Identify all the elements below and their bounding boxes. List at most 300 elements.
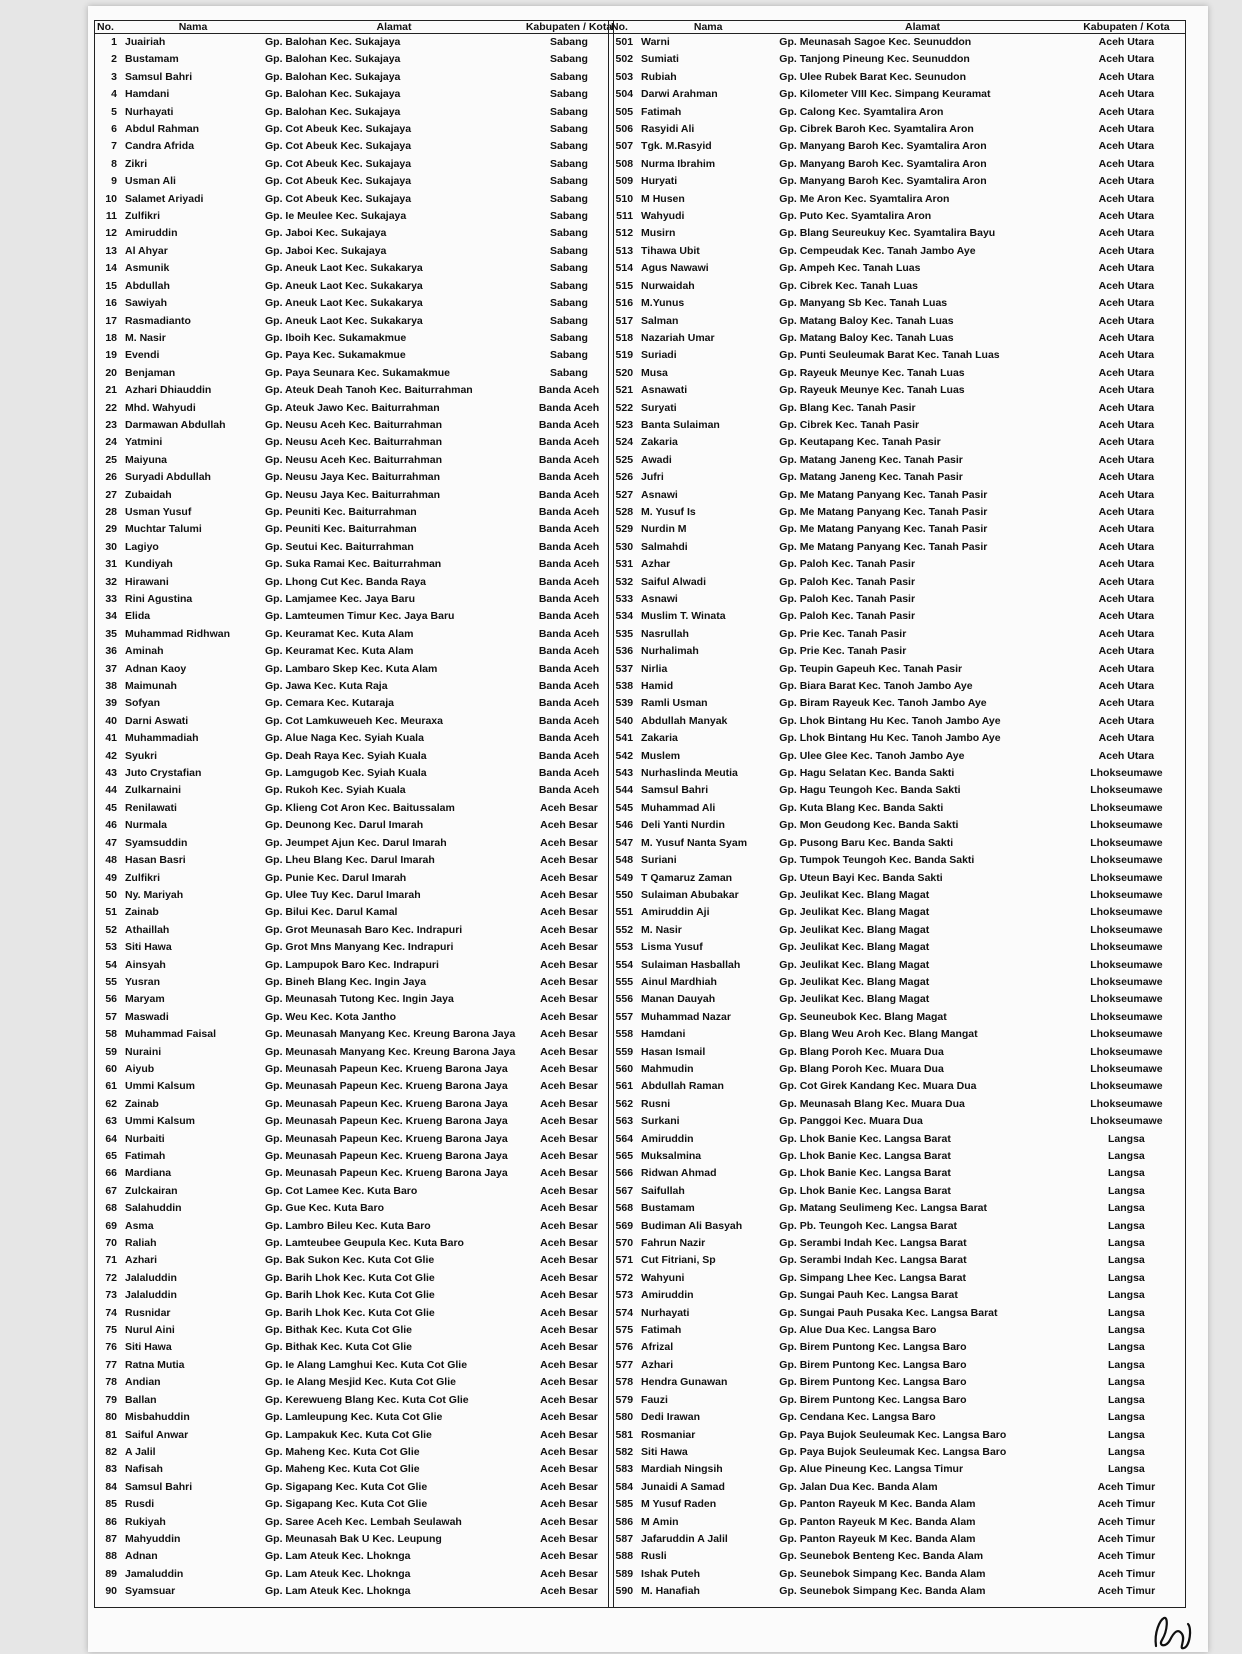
row-kabupaten: Aceh Utara	[1098, 471, 1155, 484]
table-row	[609, 1235, 1185, 1252]
row-kabupaten: Aceh Besar	[540, 1028, 598, 1041]
row-no: 57	[105, 1010, 117, 1023]
table-row	[95, 1374, 613, 1391]
row-no: 549	[615, 871, 634, 884]
row-nama: Renilawati	[125, 801, 177, 814]
row-alamat: Gp. Cot Abeuk Kec. Sukajaya	[265, 140, 412, 153]
row-alamat: Gp. Cempeudak Kec. Tanah Jambo Aye	[779, 244, 976, 257]
row-kabupaten: Lhokseumawe	[1090, 871, 1163, 884]
table-row	[95, 800, 613, 817]
row-alamat: Gp. Jeulikat Kec. Blang Magat	[779, 906, 930, 919]
row-alamat: Gp. Kerewueng Blang Kec. Kuta Cot Glie	[265, 1393, 469, 1406]
row-kabupaten: Aceh Besar	[540, 941, 598, 954]
row-kabupaten: Sabang	[550, 192, 588, 205]
row-kabupaten: Sabang	[550, 53, 588, 66]
row-no: 66	[105, 1167, 117, 1180]
row-alamat: Gp. Rayeuk Meunye Kec. Tanah Luas	[779, 384, 965, 397]
row-kabupaten: Aceh Besar	[540, 1167, 598, 1180]
row-no: 523	[615, 418, 634, 431]
row-nama: Darwi Arahman	[641, 88, 718, 101]
row-alamat: Gp. Blang Seureukuy Kec. Syamtalira Bayu	[779, 227, 996, 240]
row-alamat: Gp. Paloh Kec. Tanah Pasir	[779, 610, 916, 623]
row-alamat: Gp. Uteun Bayi Kec. Banda Sakti	[779, 871, 943, 884]
row-kabupaten: Aceh Utara	[1098, 279, 1155, 292]
col-header-no: No.	[609, 21, 639, 34]
row-alamat: Gp. Paloh Kec. Tanah Pasir	[779, 558, 916, 571]
row-no: 526	[615, 471, 634, 484]
row-no: 538	[615, 680, 634, 693]
table-row	[609, 1270, 1185, 1287]
row-no: 575	[615, 1324, 634, 1337]
table-row	[609, 678, 1185, 695]
row-no: 507	[615, 140, 634, 153]
table-row	[95, 661, 613, 678]
row-alamat: Gp. Birem Puntong Kec. Langsa Baro	[779, 1393, 967, 1406]
row-nama: M Husen	[641, 192, 685, 205]
row-alamat: Gp. Rukoh Kec. Syiah Kuala	[265, 784, 406, 797]
table-row	[95, 1409, 613, 1426]
row-kabupaten: Banda Aceh	[538, 523, 600, 536]
row-nama: Azhari	[641, 1358, 674, 1371]
table-row	[609, 852, 1185, 869]
row-nama: Andian	[125, 1376, 161, 1389]
row-kabupaten: Aceh Besar	[540, 1237, 598, 1250]
row-no: 539	[615, 697, 634, 710]
row-kabupaten: Aceh Besar	[540, 888, 598, 901]
row-no: 564	[615, 1132, 634, 1145]
row-no: 535	[615, 627, 634, 640]
row-kabupaten: Langsa	[1108, 1167, 1145, 1180]
row-kabupaten: Banda Aceh	[538, 558, 600, 571]
row-no: 19	[105, 349, 117, 362]
row-alamat: Gp. Jeulikat Kec. Blang Magat	[779, 958, 930, 971]
table-row	[95, 887, 613, 904]
table-row	[609, 713, 1185, 730]
table-row	[609, 782, 1185, 799]
table-row	[95, 1165, 613, 1182]
row-alamat: Gp. Lamteumen Timur Kec. Jaya Baru	[265, 610, 455, 623]
table-row	[95, 1183, 613, 1200]
left-recipient-table	[95, 21, 613, 1601]
row-alamat: Gp. Blang Weu Aroh Kec. Blang Mangat	[779, 1028, 978, 1041]
row-nama: M. Yusuf Is	[641, 505, 696, 518]
row-nama: Muhammad Ali	[641, 801, 716, 814]
row-no: 33	[105, 593, 117, 605]
row-no: 39	[105, 697, 117, 710]
row-kabupaten: Aceh Besar	[540, 1532, 598, 1545]
row-no: 16	[105, 297, 117, 310]
left-table-header	[95, 21, 613, 34]
row-no: 506	[615, 123, 634, 136]
row-kabupaten: Langsa	[1108, 1219, 1145, 1232]
table-row	[609, 765, 1185, 782]
row-kabupaten: Aceh Besar	[540, 1184, 598, 1197]
row-kabupaten: Aceh Besar	[540, 1445, 598, 1458]
row-no: 552	[615, 923, 634, 936]
row-nama: Nurhayati	[641, 1306, 690, 1319]
right-recipient-table	[609, 21, 1185, 1601]
row-no: 14	[105, 262, 117, 275]
row-alamat: Gp. Lamgugob Kec. Syiah Kuala	[265, 767, 427, 780]
row-kabupaten: Langsa	[1108, 1202, 1145, 1215]
row-alamat: Gp. Keutapang Kec. Tanah Pasir	[779, 436, 941, 449]
row-nama: Ummi Kalsum	[125, 1080, 196, 1093]
row-no: 82	[105, 1445, 117, 1458]
row-no: 89	[105, 1567, 117, 1580]
row-alamat: Gp. Peuniti Kec. Baiturrahman	[265, 505, 417, 518]
row-kabupaten: Sabang	[550, 262, 588, 275]
row-kabupaten: Lhokseumawe	[1090, 801, 1163, 814]
row-alamat: Gp. Weu Kec. Kota Jantho	[265, 1010, 397, 1023]
row-no: 34	[105, 610, 117, 623]
row-no: 518	[615, 331, 634, 344]
row-nama: Awadi	[641, 453, 672, 466]
row-nama: Jamaluddin	[125, 1567, 184, 1580]
row-alamat: Gp. Blang Poroh Kec. Muara Dua	[779, 1045, 944, 1058]
row-alamat: Gp. Suka Ramai Kec. Baiturrahman	[265, 558, 442, 571]
row-nama: Asnawati	[641, 384, 688, 397]
row-no: 550	[615, 888, 634, 901]
row-nama: Misbahuddin	[125, 1411, 190, 1424]
left-table-body	[95, 34, 613, 1601]
row-no: 585	[615, 1498, 634, 1511]
table-row	[95, 939, 613, 956]
row-alamat: Gp. Rayeuk Meunye Kec. Tanah Luas	[779, 366, 965, 379]
row-no: 25	[105, 453, 117, 466]
row-nama: Juto Crystafian	[125, 767, 202, 780]
row-alamat: Gp. Birem Puntong Kec. Langsa Baro	[779, 1358, 967, 1371]
table-row	[609, 452, 1185, 469]
row-no: 573	[615, 1289, 634, 1302]
row-nama: Zulfikri	[125, 871, 161, 884]
row-nama: Muslim T. Winata	[641, 610, 726, 623]
row-kabupaten: Aceh Utara	[1098, 697, 1155, 710]
row-kabupaten: Aceh Utara	[1098, 488, 1155, 501]
row-no: 584	[615, 1480, 634, 1493]
row-alamat: Gp. Gue Kec. Kuta Baro	[265, 1202, 385, 1215]
row-alamat: Gp. Manyang Sb Kec. Tanah Luas	[779, 297, 948, 310]
row-nama: Nurbaiti	[125, 1132, 165, 1145]
row-no: 522	[615, 401, 634, 414]
right-table-body	[609, 34, 1185, 1601]
row-alamat: Gp. Biara Barat Kec. Tanoh Jambo Aye	[779, 680, 973, 693]
table-row	[95, 1113, 613, 1130]
row-nama: Abdullah Raman	[641, 1080, 724, 1093]
table-row	[609, 34, 1185, 52]
row-alamat: Gp. Meunasah Papeun Kec. Krueng Barona Jaya	[265, 1062, 508, 1075]
row-kabupaten: Aceh Utara	[1098, 105, 1155, 118]
row-kabupaten: Langsa	[1108, 1289, 1145, 1302]
row-kabupaten: Langsa	[1108, 1358, 1145, 1371]
row-kabupaten: Aceh Utara	[1098, 70, 1155, 83]
row-no: 576	[615, 1341, 634, 1354]
row-nama: Suryadi Abdullah	[125, 471, 211, 484]
table-row	[609, 51, 1185, 68]
row-no: 29	[105, 523, 117, 536]
row-no: 560	[615, 1062, 634, 1075]
row-nama: Nurma Ibrahim	[641, 157, 716, 170]
row-kabupaten: Lhokseumawe	[1090, 1062, 1163, 1075]
table-row	[609, 104, 1185, 121]
row-kabupaten: Aceh Besar	[540, 1080, 598, 1093]
row-kabupaten: Aceh Timur	[1097, 1480, 1156, 1493]
row-kabupaten: Aceh Utara	[1098, 349, 1155, 362]
row-alamat: Gp. Simpang Lhee Kec. Langsa Barat	[779, 1271, 966, 1284]
col-header-kabupaten: Kabupaten / Kota	[1068, 21, 1185, 34]
row-nama: Asnawi	[641, 488, 678, 501]
row-no: 64	[105, 1132, 117, 1145]
row-nama: Asma	[125, 1219, 154, 1232]
row-no: 74	[105, 1306, 117, 1319]
row-no: 30	[105, 540, 117, 553]
row-kabupaten: Banda Aceh	[538, 749, 600, 762]
right-table-header	[609, 21, 1185, 34]
row-alamat: Gp. Neusu Jaya Kec. Baiturrahman	[265, 471, 441, 484]
row-nama: Azhari Dhiauddin	[125, 384, 212, 397]
table-row	[95, 434, 613, 451]
row-no: 67	[105, 1184, 117, 1197]
row-no: 23	[105, 418, 117, 431]
row-kabupaten: Lhokseumawe	[1090, 854, 1163, 867]
table-row	[609, 156, 1185, 173]
row-kabupaten: Banda Aceh	[538, 418, 600, 431]
table-row	[609, 1183, 1185, 1200]
row-nama: Aiyub	[125, 1062, 155, 1075]
row-no: 532	[615, 575, 634, 588]
row-kabupaten: Aceh Utara	[1098, 558, 1155, 571]
row-no: 78	[105, 1376, 117, 1389]
row-alamat: Gp. Alue Pineung Kec. Langsa Timur	[779, 1463, 964, 1476]
row-kabupaten: Banda Aceh	[538, 540, 600, 553]
row-nama: Muhammad Faisal	[125, 1028, 217, 1041]
table-row	[95, 1061, 613, 1078]
row-no: 511	[616, 210, 634, 223]
table-row	[95, 260, 613, 277]
table-row	[609, 69, 1185, 86]
row-kabupaten: Lhokseumawe	[1090, 1010, 1163, 1023]
row-kabupaten: Aceh Besar	[540, 1376, 598, 1389]
row-no: 515	[615, 279, 634, 292]
table-row	[609, 1514, 1185, 1531]
row-nama: Mahmudin	[641, 1062, 694, 1075]
row-alamat: Gp. Ateuk Jawo Kec. Baiturrahman	[265, 401, 440, 414]
row-no: 65	[105, 1150, 117, 1162]
table-row	[609, 661, 1185, 678]
row-alamat: Gp. Me Matang Panyang Kec. Tanah Pasir	[779, 523, 988, 536]
row-alamat: Gp. Barih Lhok Kec. Kuta Cot Glie	[265, 1306, 435, 1319]
row-no: 544	[615, 784, 634, 797]
col-header-nama: Nama	[123, 21, 263, 34]
row-alamat: Gp. Matang Seulimeng Kec. Langsa Barat	[779, 1202, 987, 1215]
row-nama: Jafaruddin A Jalil	[641, 1532, 728, 1545]
row-kabupaten: Sabang	[550, 227, 588, 240]
row-alamat: Gp. Paya Bujok Seuleumak Kec. Langsa Baro	[779, 1428, 1007, 1441]
row-kabupaten: Aceh Utara	[1098, 575, 1155, 588]
row-kabupaten: Aceh Besar	[540, 854, 598, 867]
row-kabupaten: Langsa	[1108, 1184, 1145, 1197]
col-header-alamat: Alamat	[777, 21, 1068, 34]
table-row	[95, 957, 613, 974]
row-kabupaten: Aceh Utara	[1098, 157, 1155, 170]
handwritten-signature	[1148, 1610, 1208, 1654]
row-nama: Mhd. Wahyudi	[125, 401, 196, 414]
row-nama: Suriadi	[641, 349, 677, 362]
row-alamat: Gp. Grot Meunasah Baro Kec. Indrapuri	[265, 923, 463, 936]
table-row	[95, 1200, 613, 1217]
row-nama: Zulckairan	[125, 1184, 178, 1197]
row-nama: Maryam	[125, 993, 165, 1006]
table-row	[95, 382, 613, 399]
table-row	[95, 225, 613, 242]
row-nama: M. Nasir	[641, 923, 682, 936]
row-alamat: Gp. Sigapang Kec. Kuta Cot Glie	[265, 1480, 428, 1493]
table-row	[95, 138, 613, 155]
row-kabupaten: Aceh Besar	[540, 1324, 598, 1337]
row-kabupaten: Sabang	[550, 88, 588, 101]
row-kabupaten: Lhokseumawe	[1090, 1045, 1163, 1058]
row-no: 545	[615, 801, 634, 814]
row-nama: Agus Nawawi	[641, 262, 709, 275]
row-no: 528	[615, 505, 634, 518]
row-nama: Muhammad Nazar	[641, 1010, 731, 1023]
row-nama: Usman Yusuf	[125, 505, 192, 518]
row-nama: Abdul Rahman	[125, 123, 200, 136]
row-alamat: Gp. Mon Geudong Kec. Banda Sakti	[779, 819, 959, 832]
row-no: 574	[615, 1306, 634, 1319]
row-nama: Maswadi	[125, 1010, 169, 1023]
table-row	[95, 974, 613, 991]
table-row	[95, 487, 613, 504]
row-nama: Abdullah	[125, 279, 170, 292]
row-kabupaten: Sabang	[550, 105, 588, 118]
row-no: 49	[105, 871, 117, 884]
row-nama: M. Nasir	[125, 331, 166, 344]
row-alamat: Gp. Jeulikat Kec. Blang Magat	[779, 993, 930, 1006]
row-no: 86	[105, 1515, 117, 1528]
row-kabupaten: Aceh Besar	[540, 801, 598, 814]
row-no: 68	[105, 1202, 117, 1215]
row-alamat: Gp. Bithak Kec. Kuta Cot Glie	[265, 1341, 413, 1354]
row-no: 77	[105, 1358, 117, 1371]
row-alamat: Gp. Punie Kec. Darul Imarah	[265, 871, 407, 884]
row-nama: Ramli Usman	[641, 697, 708, 710]
row-no: 553	[615, 941, 634, 954]
row-kabupaten: Aceh Besar	[540, 1358, 598, 1371]
table-row	[95, 1322, 613, 1339]
row-no: 8	[111, 157, 117, 170]
table-row	[95, 1044, 613, 1061]
row-nama: Mardiana	[125, 1167, 172, 1180]
row-no: 71	[105, 1254, 117, 1267]
table-row	[609, 417, 1185, 434]
table-row	[609, 1339, 1185, 1356]
row-no: 562	[615, 1097, 634, 1110]
row-kabupaten: Aceh Utara	[1098, 140, 1155, 153]
table-row	[609, 1078, 1185, 1095]
row-no: 48	[105, 854, 117, 867]
row-nama: Saifullah	[641, 1184, 685, 1197]
row-no: 45	[105, 801, 117, 814]
row-kabupaten: Aceh Utara	[1098, 714, 1155, 727]
row-nama: Rusli	[641, 1550, 667, 1563]
row-alamat: Gp. Seunebok Simpang Kec. Banda Alam	[779, 1567, 986, 1580]
row-nama: M Yusuf Raden	[641, 1498, 717, 1511]
row-kabupaten: Lhokseumawe	[1090, 888, 1163, 901]
row-alamat: Gp. Maheng Kec. Kuta Cot Glie	[265, 1463, 420, 1476]
table-row	[609, 191, 1185, 208]
row-alamat: Gp. Birem Puntong Kec. Langsa Baro	[779, 1376, 967, 1389]
row-no: 54	[105, 958, 117, 971]
row-kabupaten: Langsa	[1108, 1324, 1145, 1337]
row-nama: Sawiyah	[125, 297, 168, 310]
col-header-no: No.	[95, 21, 123, 34]
row-kabupaten: Sabang	[550, 210, 588, 223]
row-nama: Nurdin M	[641, 523, 687, 536]
row-kabupaten: Aceh Utara	[1098, 645, 1155, 658]
row-kabupaten: Banda Aceh	[538, 505, 600, 518]
row-no: 555	[615, 975, 634, 988]
row-no: 88	[105, 1550, 117, 1563]
row-alamat: Gp. Cibrek Kec. Tanah Pasir	[779, 418, 920, 431]
row-kabupaten: Sabang	[550, 314, 588, 327]
row-nama: Zulfikri	[125, 210, 161, 223]
row-alamat: Gp. Ampeh Kec. Tanah Luas	[779, 262, 921, 275]
row-alamat: Gp. Meunasah Manyang Kec. Kreung Barona Jaya	[265, 1045, 516, 1058]
row-nama: Manan Dauyah	[641, 993, 716, 1006]
row-no: 541	[615, 732, 634, 745]
row-kabupaten: Banda Aceh	[538, 384, 600, 397]
row-kabupaten: Aceh Utara	[1098, 366, 1155, 379]
row-kabupaten: Aceh Utara	[1098, 88, 1155, 101]
table-row	[609, 504, 1185, 521]
table-row	[95, 730, 613, 747]
row-no: 579	[615, 1393, 634, 1406]
table-row	[95, 765, 613, 782]
table-row	[95, 1496, 613, 1513]
row-kabupaten: Aceh Besar	[540, 1341, 598, 1354]
row-kabupaten: Sabang	[550, 123, 588, 136]
row-alamat: Gp. Paya Bujok Seuleumak Kec. Langsa Baro	[779, 1445, 1007, 1458]
row-kabupaten: Lhokseumawe	[1090, 1028, 1163, 1041]
row-alamat: Gp. Neusu Aceh Kec. Baiturrahman	[265, 453, 442, 466]
row-alamat: Gp. Meunasah Papeun Kec. Krueng Barona Jaya	[265, 1150, 508, 1162]
row-alamat: Gp. Paloh Kec. Tanah Pasir	[779, 593, 916, 605]
row-kabupaten: Banda Aceh	[538, 697, 600, 710]
row-kabupaten: Aceh Besar	[540, 993, 598, 1006]
table-row	[95, 1131, 613, 1148]
row-alamat: Gp. Cot Lamkuweueh Kec. Meuraxa	[265, 714, 443, 727]
row-no: 543	[615, 767, 634, 780]
row-nama: Amiruddin	[641, 1132, 694, 1145]
row-nama: Surkani	[641, 1115, 680, 1128]
row-no: 542	[615, 749, 634, 762]
table-row	[609, 1305, 1185, 1322]
row-nama: Rusdi	[125, 1498, 155, 1511]
table-row	[609, 1444, 1185, 1461]
table-row	[609, 260, 1185, 277]
row-kabupaten: Aceh Utara	[1098, 610, 1155, 623]
row-nama: Athaillah	[125, 923, 170, 936]
row-nama: Wahyuni	[641, 1271, 685, 1284]
table-row	[95, 34, 613, 52]
row-kabupaten: Aceh Timur	[1097, 1585, 1156, 1598]
row-nama: Salmahdi	[641, 540, 688, 553]
row-kabupaten: Aceh Besar	[540, 1097, 598, 1110]
row-nama: Abdullah Manyak	[641, 714, 728, 727]
table-row	[609, 1496, 1185, 1513]
table-row	[609, 1287, 1185, 1304]
row-no: 21	[105, 384, 117, 397]
